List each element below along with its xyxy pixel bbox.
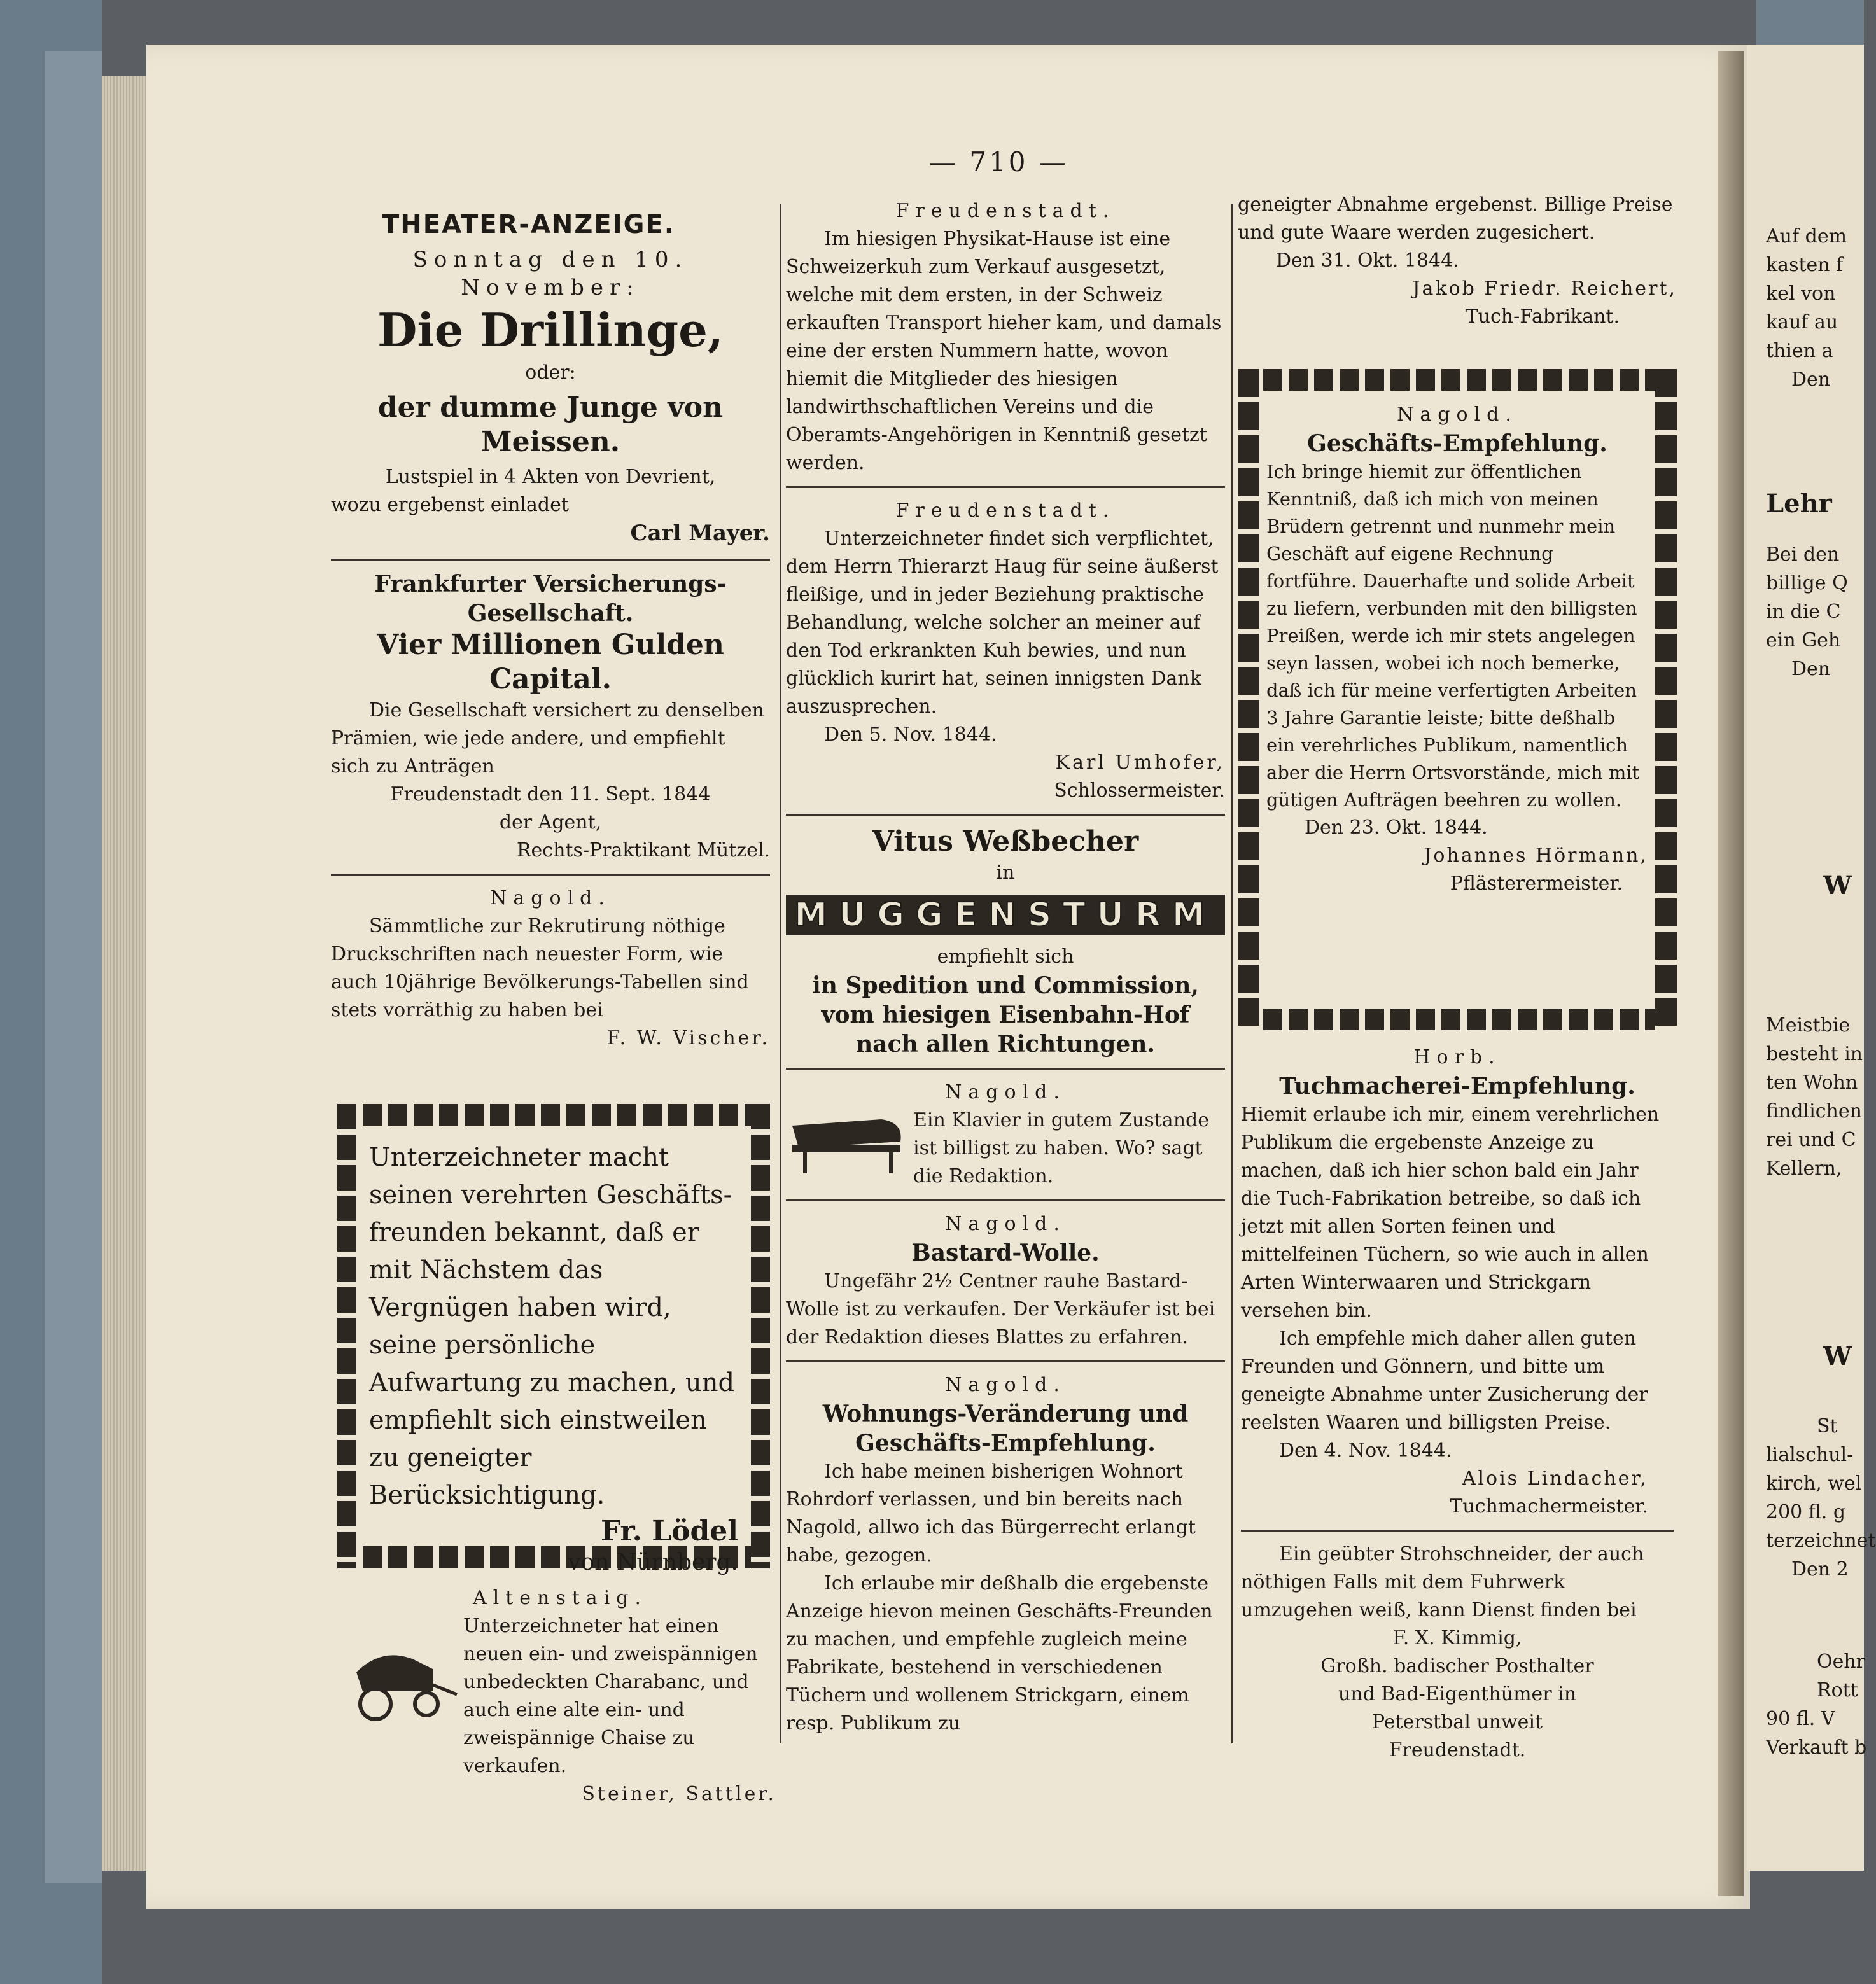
fragment-line: besteht in (1766, 1043, 1863, 1065)
divider (786, 1068, 1225, 1070)
fragment-line: Den (1791, 658, 1831, 680)
theater-subtitle: der dumme Junge von (377, 391, 724, 424)
ornament-border (751, 1104, 770, 1568)
fragment-line: terzeichnet (1766, 1530, 1876, 1552)
hoer-date: Den 23. Okt. 1844. (1305, 816, 1488, 839)
wolle-body: Ungefähr 2½ Centner rauhe Bastard-Wolle ist zu verkaufen. Der Verkäufer ist bei der Redaktion dieses Blattes zu erfahren. (786, 1270, 1215, 1348)
stroh-body: Ein geübter Strohschneider, der auch nöthigen Falls mit dem Fuhrwerk umzugehen weiß, kann Dienst finden bei (1241, 1543, 1644, 1621)
fragment-line: in die C (1766, 601, 1841, 623)
divider (786, 814, 1225, 816)
fragment-line: ein Geh (1766, 629, 1841, 652)
altensteig-body: Unterzeichneter hat einen neuen ein- und zweispännigen unbedeckten Charabanc, und auch eine alte ein- und zweispännige Chaise zu verkaufen. (463, 1615, 758, 1777)
fragment-line: kasten f (1766, 254, 1844, 276)
stroh-name: F. X. Kimmig, (1392, 1627, 1522, 1649)
klavier-place: Nagold. (945, 1081, 1066, 1103)
wohn-body: Ich habe meinen bisherigen Wohnort Rohrdorf verlassen, und bin bereits nach Nagold, allwo ich das Bürgerrecht erlangt habe, gezogen. (786, 1460, 1196, 1567)
loedel-origin: von Nürnberg. (568, 1549, 738, 1575)
fragment-line: W (1823, 870, 1852, 900)
column-3 (1238, 191, 1677, 331)
fragment-line: findlichen (1766, 1100, 1862, 1122)
vitus-in: in (996, 862, 1015, 884)
cont-body: geneigter Abnahme ergebenst. Billige Preise und gute Waare werden zugesichert. (1238, 193, 1673, 244)
fragment-line: kirch, wel (1766, 1472, 1862, 1495)
insurance-agent: der Agent, (499, 811, 602, 834)
horb-body: Ich empfehle mich daher allen guten Freunden und Gönnern, und bitte um geneigte Abnahme unter Zusicherung der reelsten Waaren und billigsten Preise. (1241, 1327, 1648, 1434)
hoer-signer: Johannes Hörmann, (1424, 844, 1648, 867)
column-2 (786, 197, 1225, 1738)
next-page-fragment (1747, 45, 1876, 1871)
klavier-row (786, 1107, 1225, 1191)
vitus-name: Vitus Weßbecher (872, 825, 1139, 858)
divider (786, 1199, 1225, 1201)
wolle-title: Bastard-Wolle. (911, 1240, 1100, 1266)
divider (1241, 1530, 1674, 1532)
ornament-border (337, 1104, 770, 1126)
nagold-place: Nagold. (490, 887, 611, 909)
theater-title: Die Drillinge, (377, 303, 724, 357)
fragment-line: 90 fl. V (1766, 1708, 1835, 1730)
fragment-line: Rott (1817, 1679, 1858, 1701)
theater-signer: Carl Mayer. (630, 520, 770, 546)
fragment-line: rei und C (1766, 1129, 1856, 1151)
divider (331, 559, 770, 561)
theater-invite: wozu ergebenst einladet (331, 494, 569, 516)
fragment-line: lialschul- (1766, 1444, 1854, 1466)
fragment-line: Bei den (1766, 543, 1840, 566)
column-1 (331, 191, 770, 1052)
hoer-title: Geschäfts-Empfehlung. (1307, 430, 1607, 457)
hoermann-ad (1266, 401, 1648, 898)
horb-ad (1241, 1044, 1674, 1764)
insurance-capital: Capital. (489, 663, 612, 695)
fragment-line: St (1817, 1415, 1838, 1437)
fs2-place: Freudenstadt. (895, 499, 1116, 522)
fragment-line: Kellern, (1766, 1157, 1842, 1180)
wohn-title: Wohnungs-Veränderung und (822, 1401, 1189, 1427)
ornament-border (337, 1104, 356, 1568)
fs2-signer: Karl Umhofer, (1055, 751, 1225, 774)
loedel-name: Fr. Lödel (600, 1515, 738, 1547)
theater-date: Sonntag den 10. November: (412, 247, 689, 300)
loedel-body: Unterzeichneter macht seinen verehrten Geschäfts-freunden bekannt, daß er mit Nächstem das Vergnügen haben wird, seine persönliche Aufwartung zu machen, und empfiehlt sich einstweilen zu geneigter Berücksichtigung. (369, 1143, 735, 1510)
insurance-signer: Rechts-Praktikant Mützel. (516, 839, 770, 862)
insurance-place: Freudenstadt den 11. Sept. 1844 (390, 783, 711, 806)
cont-date: Den 31. Okt. 1844. (1276, 249, 1459, 272)
loedel-ad (369, 1139, 738, 1577)
fragment-line: Lehr (1766, 489, 1832, 519)
theater-subtitle: Meissen. (480, 426, 620, 458)
fragment-line: kel von (1766, 283, 1836, 305)
altensteig-ad (344, 1584, 776, 1808)
fragment-line: Auf dem (1766, 225, 1847, 248)
vitus-line: nach allen Richtungen. (856, 1031, 1155, 1058)
ornament-border (1238, 369, 1677, 391)
page-edges (102, 76, 153, 1871)
hoer-body: Ich bringe hiemit zur öffentlichen Kenntniß, daß ich mich von meinen Brüdern getrennt und nunmehr mein Geschäft auf eigene Rechnung fortführe. Dauerhafte und solide Arbeit zu liefern, verbunden mit den billigsten Preißen, werde ich mir stets angelegen seyn lassen, wobei ich noch bemerke, daß ich für meine verfertigten Arbeiten 3 Jahre Garantie leiste; bitte deßhalb ein verehrliches Publikum, namentlich aber die Herrn Ortsvorstände, mich mit gütigen Aufträgen beehren zu wollen. (1266, 461, 1640, 811)
piano-icon (786, 1107, 907, 1177)
altensteig-row (344, 1612, 776, 1780)
hoer-place: Nagold. (1397, 403, 1518, 426)
horb-role: Tuchmachermeister. (1450, 1495, 1648, 1518)
fragment-line: 200 fl. g (1766, 1501, 1846, 1523)
fs1-body: Im hiesigen Physikat-Hause ist eine Schweizerkuh zum Verkauf ausgesetzt, welche mit dem ersten, in der Schweiz erkauften Transport hieher kam, und damals eine der ersten Nummern hatte, wovon hiemit die Mitglieder des hiesigen landwirthschaftlichen Vereins und die Oberamts-Angehörigen in Kenntniß gesetzt werden. (786, 228, 1222, 474)
horb-signer: Alois Lindacher, (1462, 1467, 1648, 1490)
divider (786, 486, 1225, 488)
hoer-role: Pflästerermeister. (1450, 872, 1623, 895)
fs2-body: Unterzeichneter findet sich verpflichtet, dem Herrn Thierarzt Haug für seine äußerst fleißige, und in jeder Beziehung praktische Behandlung, welche solcher an meiner auf den Tod erkrankten Kuh bewies, und nun glücklich kurirt hat, seinen innigsten Dank auszusprechen. (786, 527, 1219, 718)
klavier-body: Ein Klavier in gutem Zustande ist billigst zu haben. Wo? sagt die Redaktion. (913, 1109, 1209, 1187)
horb-body: Hiemit erlaube ich mir, einem verehrlichen Publikum die ergebenste Anzeige zu machen, daß ich hier schon bald ein Jahr die Tuch-Fabrikation betreibe, so daß ich jetzt mit allen Sorten feinen und mittelfeinen Tüchern, so wie auch in allen Arten Winterwaaren und Strickgarn versehen bin. (1241, 1103, 1660, 1322)
vitus-line: empfiehlt sich (937, 946, 1074, 968)
page-number: — 710 — (929, 146, 1068, 178)
ornament-border (1238, 1009, 1677, 1030)
wolle-place: Nagold. (945, 1213, 1066, 1235)
altensteig-place: Altenstaig. (472, 1587, 648, 1609)
column-rule (1231, 204, 1233, 1743)
wohn-title: Geschäfts-Empfehlung. (855, 1430, 1156, 1457)
altensteig-signer: Steiner, Sattler. (582, 1783, 776, 1805)
vitus-town: MUGGENSTURM (786, 895, 1225, 935)
divider (331, 874, 770, 876)
nagold-body: Sämmtliche zur Rekrutirung nöthige Druckschriften nach neuester Form, wie auch 10jährige Bevölkerungs-Tabellen sind stets vorräthig zu haben bei (331, 915, 749, 1021)
horb-title: Tuchmacherei-Empfehlung. (1279, 1073, 1635, 1100)
fs2-role: Schlossermeister. (1054, 779, 1225, 802)
book-cover-left (0, 0, 102, 1984)
cont-role: Tuch-Fabrikant. (1465, 305, 1620, 328)
insurance-title: Gesellschaft. (467, 600, 634, 627)
stroh-town: Freudenstadt. (1389, 1739, 1526, 1761)
column-rule (780, 204, 781, 1743)
fs2-date: Den 5. Nov. 1844. (824, 723, 997, 746)
fragment-line: Den (1791, 368, 1831, 391)
book-gutter (1718, 51, 1744, 1896)
fragment-line: Meistbie (1766, 1014, 1851, 1037)
theater-oder: oder: (525, 361, 576, 384)
fs1-place: Freudenstadt. (895, 200, 1116, 222)
insurance-body: Die Gesellschaft versichert zu denselben Prämien, wie jede andere, und empfiehlt sich zu Anträgen (331, 699, 764, 778)
fragment-line: Verkauft b (1766, 1736, 1867, 1759)
theater-description: Lustspiel in 4 Akten von Devrient, (385, 466, 716, 488)
fragment-line: Den 2 (1791, 1558, 1849, 1581)
wohn-body: Ich erlaube mir deßhalb die ergebenste Anzeige hievon meinen Geschäfts-Freunden zu machen, und empfehle zugleich meine Fabrikate, bestehend in verschiedenen Tüchern und wollenem Strickgarn, einem resp. Publikum zu (786, 1572, 1213, 1735)
theater-heading: THEATER-ANZEIGE. (382, 210, 675, 239)
fragment-line: thien a (1766, 340, 1833, 362)
carriage-icon (344, 1640, 458, 1723)
wohn-place: Nagold. (945, 1374, 1066, 1396)
vitus-line: vom hiesigen Eisenbahn-Hof (821, 1002, 1190, 1028)
stroh-role: und Bad-Eigenthümer in (1338, 1683, 1577, 1705)
divider (786, 1360, 1225, 1362)
fragment-line: W (1823, 1341, 1852, 1371)
fragment-line: ten Wohn (1766, 1072, 1858, 1094)
ornament-border (1238, 369, 1259, 1031)
insurance-capital: Vier Millionen Gulden (377, 629, 724, 661)
cont-signer: Jakob Friedr. Reichert, (1412, 277, 1677, 300)
fragment-line: billige Q (1766, 572, 1848, 594)
horb-place: Horb. (1413, 1046, 1501, 1068)
fragment-line: kauf au (1766, 311, 1838, 333)
insurance-title: Frankfurter Versicherungs- (374, 571, 727, 597)
nagold-signer: F. W. Vischer. (606, 1027, 770, 1049)
vitus-line: in Spedition und Commission, (812, 972, 1199, 999)
horb-date: Den 4. Nov. 1844. (1279, 1439, 1452, 1462)
stroh-place: Peterstbal unweit (1371, 1711, 1543, 1733)
stroh-role: Großh. badischer Posthalter (1320, 1655, 1594, 1677)
ornament-border (1655, 369, 1677, 1031)
fragment-line: Oehr (1817, 1651, 1866, 1673)
